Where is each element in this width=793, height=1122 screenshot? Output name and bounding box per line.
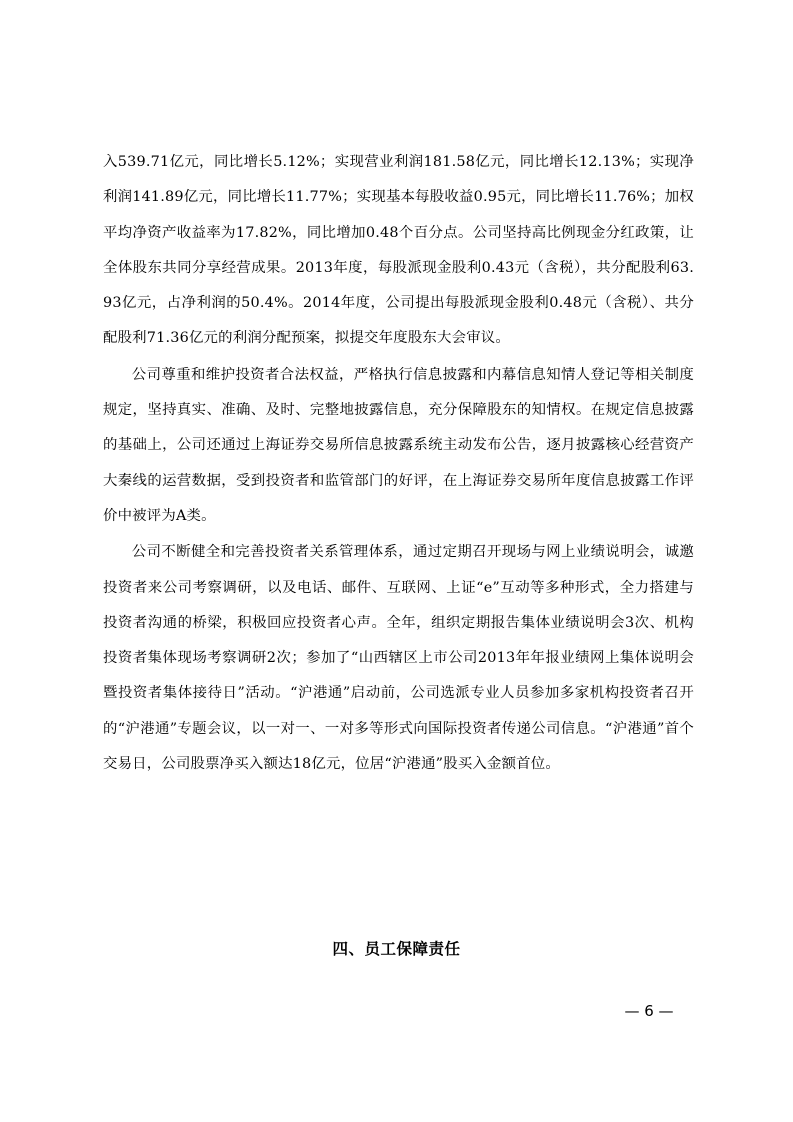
document-body xyxy=(103,145,694,783)
page-number: — 6 — xyxy=(624,1002,674,1020)
paragraph-information-disclosure: 公司尊重和维护投资者合法权益，严格执行信息披露和内幕信息知情人登记等相关制度规定，坚持真实、准确、及时、完整地披露信息，充分保障股东的知情权。在规定信息披露的基础上，公司还通过上海证券交易所信息披露系统主动发布公告，逐月披露核心经营资产大秦线的运营数据，受到投资者和监管部门的好评，在上海证券交易所年度信息披露工作评价中被评为A类。 xyxy=(103,366,694,524)
section-heading: 四、员工保障责任 xyxy=(332,940,461,958)
paragraph-financial-results: 入539.71亿元，同比增长5.12%；实现营业利润181.58亿元，同比增长12.13%；实现净利润141.89亿元，同比增长11.77%；实现基本每股收益0.95元，同比增长11.76%；加权平均净资产收益率为17.82%，同比增加0.48个百分点。公司坚持高比例现金分红政策，让全体股东共同分享经营成果。2013年度，每股派现金股利0.43元（含税），共分配股利63.93亿元，占净利润的50.4%。2014年度，公司提出每股派现金股利0.48元（含税）、共分配股利71.36亿元的利润分配预案，拟提交年度股东大会审议。 xyxy=(103,154,694,347)
paragraph-investor-relations: 公司不断健全和完善投资者关系管理体系，通过定期召开现场与网上业绩说明会，诚邀投资者来公司考察调研，以及电话、邮件、互联网、上证“e”互动等多种形式，全力搭建与投资者沟通的桥梁，积极回应投资者心声。全年，组织定期报告集体业绩说明会3次、机构投资者集体现场考察调研2次；参加了“山西辖区上市公司2013年年报业绩网上集体说明会暨投资者集体接待日”活动。“沪港通”启动前，公司选派专业人员参加多家机构投资者召开的“沪港通”专题会议，以一对一、一对多等形式向国际投资者传递公司信息。“沪港通”首个交易日，公司股票净买入额达18亿元，位居“沪港通”股买入金额首位。 xyxy=(103,544,694,773)
